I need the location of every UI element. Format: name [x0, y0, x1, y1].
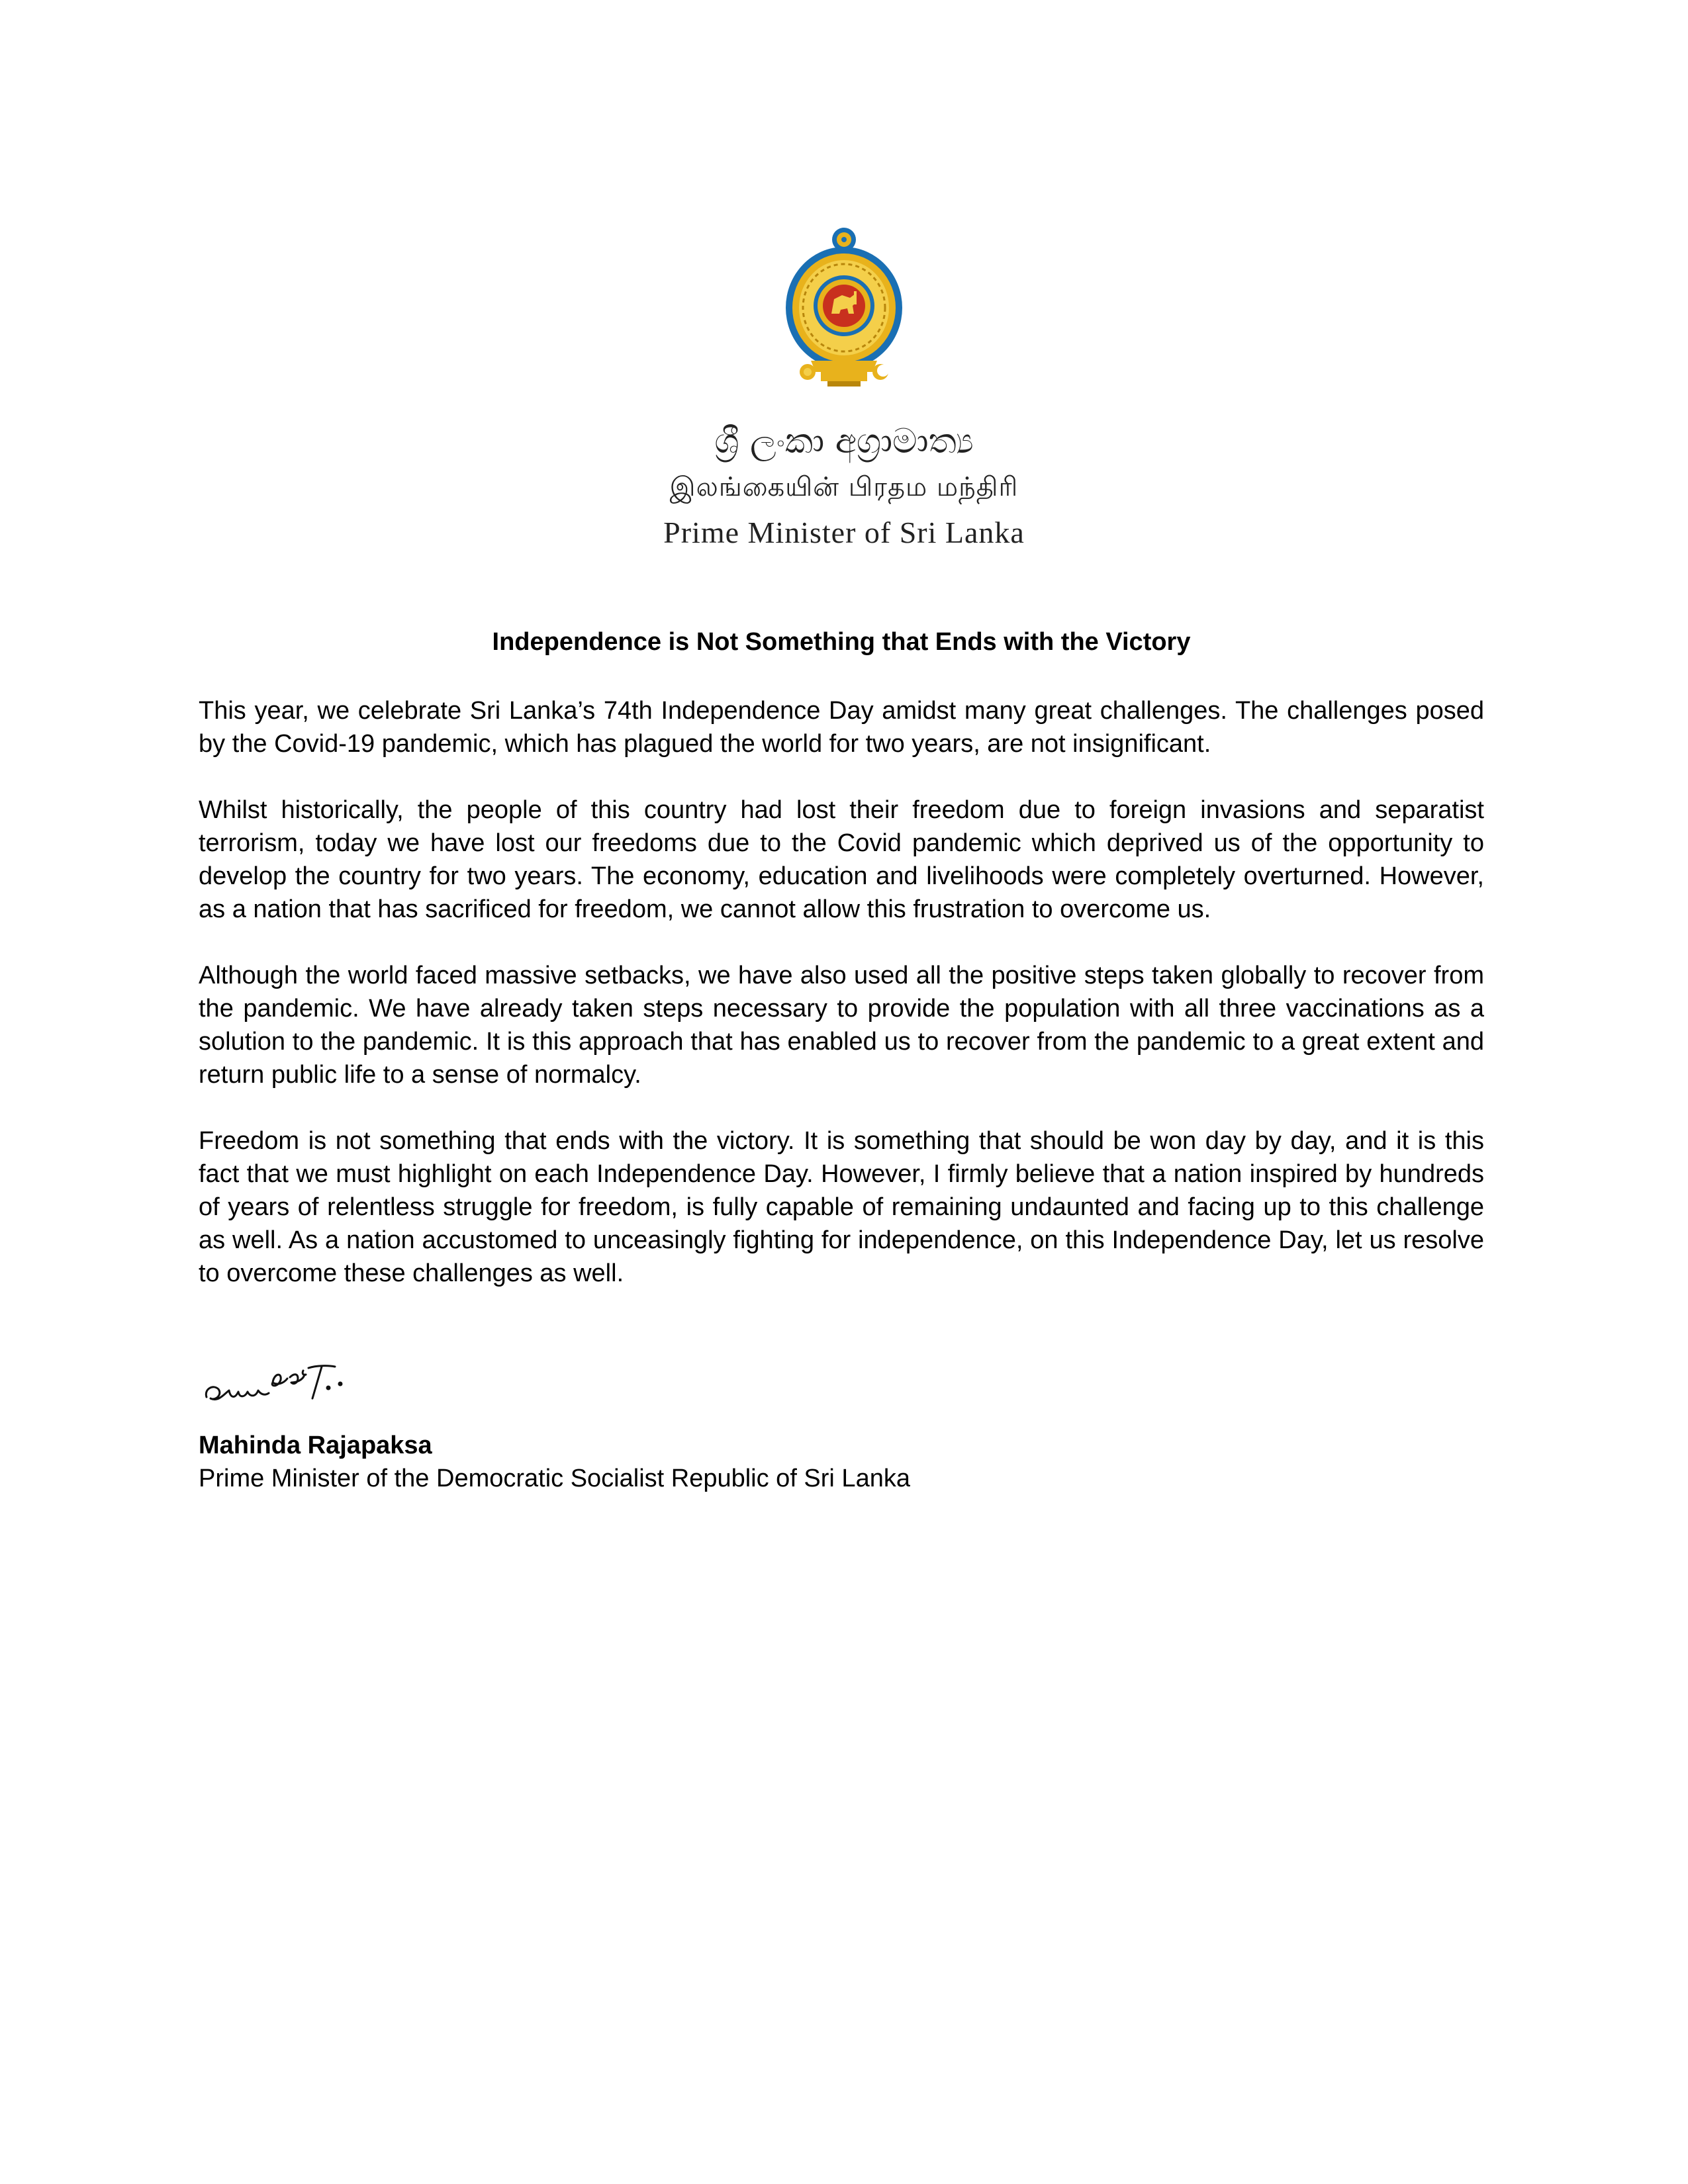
paragraph-3: Although the world faced massive setbacks, we have also used all the positive steps taken globally to recover from the pandemic. We have already taken steps necessary to provide the population with all three vaccinations as a solution to the pandemic. It is this approach that has enabled us to recover from the pandemic to a great extent and return public life to a sense of normalcy.: [199, 962, 1484, 1089]
document-title: Independence is Not Something that Ends with the Victory: [492, 628, 1191, 656]
signatory-title: Prime Minister of the Democratic Socialist Republic of Sri Lanka: [199, 1465, 910, 1492]
letterhead-tamil: இலங்கையின் பிரதம மந்திரி: [669, 472, 1019, 502]
paragraph-1: This year, we celebrate Sri Lanka’s 74th Independence Day amidst many great challenges. The challenges posed by the Covid-19 pandemic, which has plagued the world for two years, are not insignificant.: [199, 697, 1484, 758]
paragraph-4: Freedom is not something that ends with the victory. It is something that should be won day by day, and it is this fact that we must highlight on each Independence Day. However, I firmly believe that a nation inspired by hundreds of years of relentless struggle for freedom, is fully capable of remaining undaunted and facing up to this challenge as well. As a nation accustomed to unceasingly fighting for independence, on this Independence Day, let us resolve to overcome these challenges as well.: [199, 1127, 1484, 1287]
letterhead-sinhala: ශ්‍රී ලංකා අග්‍රාමාත්‍ය: [714, 422, 974, 461]
paragraph-2: Whilst historically, the people of this country had lost their freedom due to foreign invasions and separatist terrorism, today we have lost our freedoms due to the Covid pandemic which deprived us of the opportunity to develop the country for two years. The economy, education and livelihoods were completely overturned. However, as a nation that has sacrificed for freedom, we cannot allow this frustration to overcome us.: [199, 796, 1484, 923]
signatory-name: Mahinda Rajapaksa: [199, 1432, 432, 1459]
letterhead-english: Prime Minister of Sri Lanka: [663, 516, 1025, 549]
letterhead: [0, 225, 1688, 556]
sri-lanka-emblem-icon: [781, 225, 907, 390]
document-body: [199, 625, 1484, 1495]
handwritten-signature: [199, 1336, 424, 1416]
